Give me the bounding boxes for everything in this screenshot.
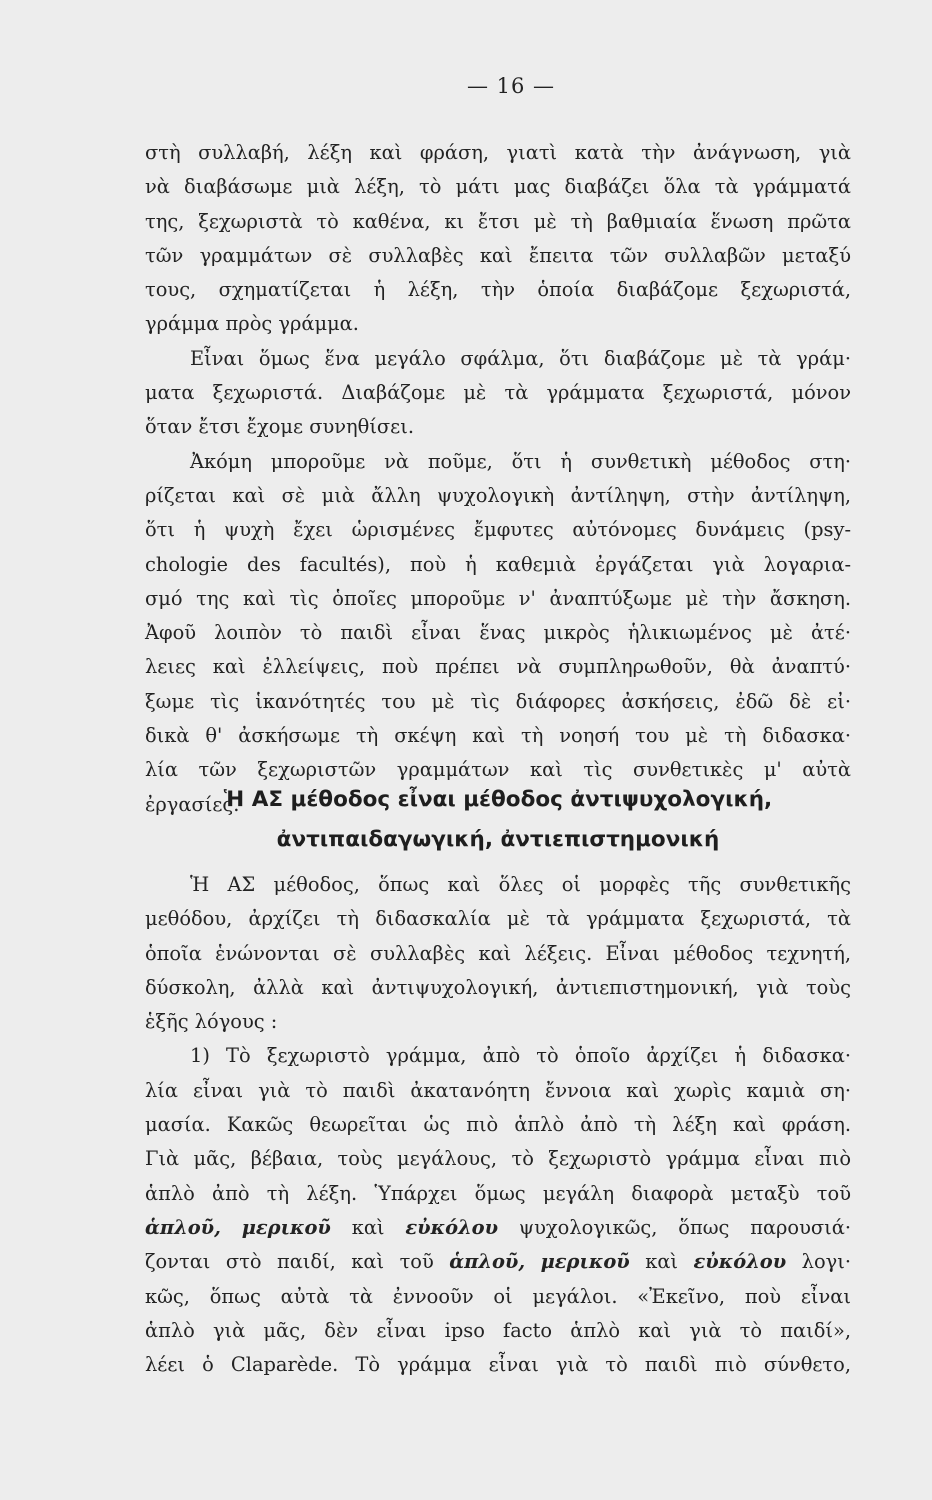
text-line: δύσκολη, ἀλλὰ καὶ ἀντιψυχολογική, ἀντιεπιστημονική, γιὰ τοὺς xyxy=(145,975,851,999)
page-number: — 16 — xyxy=(466,74,556,98)
text-line: Ἡ ΑΣ μέθοδος, ὅπως καὶ ὅλες οἱ μορφὲς τῆς συνθετικῆς xyxy=(190,873,851,896)
text-line: νὰ διαβάσωμε μιὰ λέξη, τὸ μάτι μας διαβάζει ὅλα τὰ γράμματά xyxy=(145,175,851,199)
text-line: ἁπλὸ ἀπὸ τὴ λέξη. Ὑπάρχει ὅμως μεγάλη διαφορὰ μεταξὺ τοῦ xyxy=(145,1181,851,1205)
text-line: Ἀφοῦ λοιπὸν τὸ παιδὶ εἶναι ἕνας μικρὸς ἡλικιωμένος μὲ ἀτέ· xyxy=(145,621,851,645)
emphasis-word: μερικοῦ xyxy=(540,1250,630,1274)
emphasis-word: ἁπλοῦ, xyxy=(145,1215,221,1239)
text-line: ματα ξεχωριστά. Διαβάζομε μὲ τὰ γράμματα ξεχωριστά, μόνον xyxy=(145,381,851,405)
text-line: ἁπλὸ γιὰ μᾶς, δὲν εἶναι ipso facto ἁπλὸ καὶ γιὰ τὸ παιδί», xyxy=(145,1318,851,1342)
emphasis-word: μερικοῦ xyxy=(241,1215,331,1239)
text-line: σμό της καὶ τὶς ὁποῖες μποροῦμε ν' ἀναπτύξωμε μὲ τὴν ἄσκηση. xyxy=(145,586,851,610)
emphasis-line xyxy=(145,1245,851,1279)
text-line: τῶν γραμμάτων σὲ συλλαβὲς καὶ ἔπειτα τῶν συλλαβῶν μεταξύ xyxy=(145,243,851,267)
emphasis-word: εὐκόλου xyxy=(693,1250,787,1274)
text-line: γράμμα πρὸς γράμμα. xyxy=(145,312,359,336)
text-line: τους, σχηματίζεται ἡ λέξη, τὴν ὁποία διαβάζομε ξεχωριστά, xyxy=(145,278,851,302)
bottom-paragraphs xyxy=(145,868,851,1382)
text-line: ἑξῆς λόγους : xyxy=(145,1010,278,1034)
text-line: Ἀκόμη μποροῦμε νὰ ποῦμε, ὅτι ἡ συνθετικὴ μέθοδος στη· xyxy=(190,449,851,473)
section-heading-line: ἀντιπαιδαγωγική, ἀντιεπιστημονική xyxy=(276,827,720,852)
text-line: λία τῶν ξεχωριστῶν γραμμάτων καὶ τὶς συνθετικὲς μ' αὐτὰ xyxy=(145,758,851,782)
text-line: ξωμε τὶς ἱκανότητές του μὲ τὶς διάφορες ἀσκήσεις, ἐδῶ δὲ εἰ· xyxy=(145,689,851,713)
section-heading-line: Ἡ ΑΣ μέθοδος εἶναι μέθοδος ἀντιψυχολογική, xyxy=(223,787,773,812)
line-fragment: λογι· xyxy=(786,1250,851,1274)
line-fragment: καὶ xyxy=(629,1250,694,1274)
text-line: Γιὰ μᾶς, βέβαια, τοὺς μεγάλους, τὸ ξεχωριστὸ γράμμα εἶναι πιὸ xyxy=(145,1147,851,1171)
text-line: στὴ συλλαβή, λέξη καὶ φράση, γιατὶ κατὰ τὴν ἀνάγνωση, γιὰ xyxy=(145,141,851,164)
text-line: λειες καὶ ἐλλείψεις, ποὺ πρέπει νὰ συμπληρωθοῦν, θὰ ἀναπτύ· xyxy=(145,655,851,679)
text-line: μασία. Κακῶς θεωρεῖται ὡς πιὸ ἁπλὸ ἀπὸ τὴ λέξη καὶ φράση. xyxy=(145,1113,851,1137)
line-fragment: ζονται στὸ παιδί, καὶ τοῦ xyxy=(145,1250,450,1274)
text-line: ὅτι ἡ ψυχὴ ἔχει ὡρισμένες ἔμφυτες αὐτόνομες δυνάμεις (psy- xyxy=(145,518,851,542)
text-line: ἐργασίες. xyxy=(145,792,240,816)
text-line: ὅταν ἔτσι ἔχομε συνηθίσει. xyxy=(145,415,414,439)
text-line: λέει ὁ Claparède. Τὸ γράμμα εἶναι γιὰ τὸ παιδὶ πιὸ σύνθετο, xyxy=(145,1353,851,1377)
emphasis-word: εὐκόλου xyxy=(405,1215,499,1239)
text-line: κῶς, ὅπως αὐτὰ τὰ ἐννοοῦν οἱ μεγάλοι. «Ἐκεῖνο, ποὺ εἶναι xyxy=(145,1284,851,1308)
line-fragment: ψυχολογικῶς, ὅπως παρουσιά· xyxy=(498,1215,851,1239)
text-line: Εἶναι ὅμως ἕνα μεγάλο σφάλμα, ὅτι διαβάζομε μὲ τὰ γράμ· xyxy=(190,346,851,370)
text-line: δικὰ θ' ἀσκήσωμε τὴ σκέψη καὶ τὴ νοησή του μὲ τὴ διδασκα· xyxy=(145,724,851,748)
text-line: της, ξεχωριστὰ τὸ καθένα, κι ἔτσι μὲ τὴ βαθμιαία ἕνωση πρῶτα xyxy=(145,209,851,233)
emphasis-word: ἁπλοῦ, xyxy=(449,1250,526,1274)
text-line: ρίζεται καὶ σὲ μιὰ ἄλλη ψυχολογικὴ ἀντίληψη, στὴν ἀντίληψη, xyxy=(145,483,851,507)
text-line: λία εἶναι γιὰ τὸ παιδὶ ἀκατανόητη ἔννοια καὶ χωρὶς καμιὰ ση· xyxy=(145,1078,851,1102)
text-line: μεθόδου, ἀρχίζει τὴ διδασκαλία μὲ τὰ γράμματα ξεχωριστά, τὰ xyxy=(145,907,851,931)
text-line: ὁποῖα ἑνώνονται σὲ συλλαβὲς καὶ λέξεις. Εἶναι μέθοδος τεχνητή, xyxy=(145,941,851,965)
section-heading xyxy=(145,780,851,860)
text-line: chologie des facultés), ποὺ ἡ καθεμιὰ ἐργάζεται γιὰ λογαρια- xyxy=(145,552,851,576)
top-paragraphs xyxy=(145,136,851,822)
line-fragment: καὶ xyxy=(330,1215,406,1239)
emphasis-line xyxy=(145,1211,851,1245)
text-line: 1) Τὸ ξεχωριστὸ γράμμα, ἀπὸ τὸ ὁποῖο ἀρχίζει ἡ διδασκα· xyxy=(190,1044,851,1068)
